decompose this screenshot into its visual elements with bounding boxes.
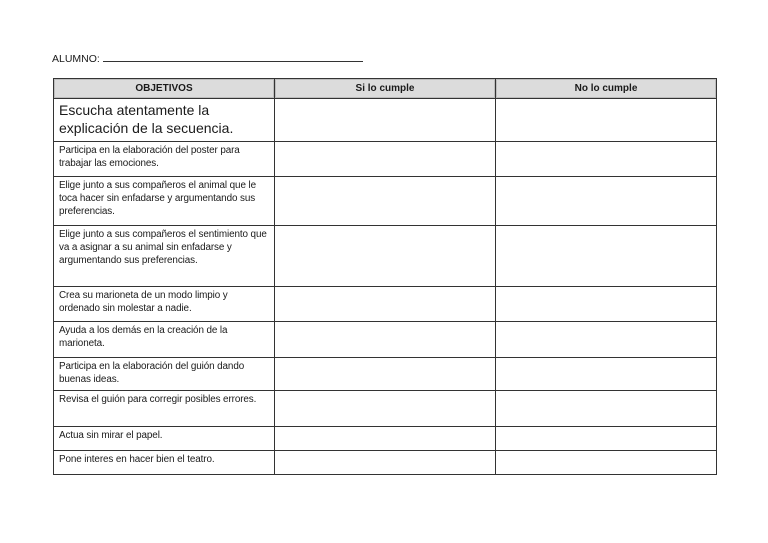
no-lo-cumple-cell[interactable]: [496, 358, 717, 391]
table-row: [54, 451, 717, 475]
table-row: [54, 391, 717, 427]
objective-cell: Elige junto a sus compañeros el animal que le toca hacer sin enfadarse y argumentando sus preferencias.: [54, 177, 275, 226]
no-lo-cumple-cell[interactable]: [496, 177, 717, 226]
student-name-line: [103, 53, 363, 62]
table-row: [54, 177, 717, 226]
si-lo-cumple-cell[interactable]: [275, 177, 496, 226]
table-row: [54, 358, 717, 391]
si-lo-cumple-cell[interactable]: [275, 451, 496, 475]
objective-cell: Participa en la elaboración del poster para trabajar las emociones.: [54, 142, 275, 177]
no-lo-cumple-cell[interactable]: [496, 226, 717, 287]
objective-cell: Escucha atentamente la explicación de la secuencia.: [54, 99, 275, 142]
header-no-lo-cumple: No lo cumple: [496, 79, 717, 99]
no-lo-cumple-cell[interactable]: [496, 391, 717, 427]
table-row: [54, 142, 717, 177]
no-lo-cumple-cell[interactable]: [496, 142, 717, 177]
objective-cell: Actua sin mirar el papel.: [54, 427, 275, 451]
student-name-field: [52, 53, 363, 65]
table-row: [54, 99, 717, 142]
table-row: [54, 322, 717, 358]
objective-cell: Revisa el guión para corregir posibles errores.: [54, 391, 275, 427]
table-row: [54, 287, 717, 322]
objective-cell: Elige junto a sus compañeros el sentimiento que va a asignar a su animal sin enfadarse y argumentando sus preferencias.: [54, 226, 275, 287]
table-row: [54, 226, 717, 287]
objective-cell: Participa en la elaboración del guión dando buenas ideas.: [54, 358, 275, 391]
si-lo-cumple-cell[interactable]: [275, 99, 496, 142]
no-lo-cumple-cell[interactable]: [496, 99, 717, 142]
objective-cell: Ayuda a los demás en la creación de la marioneta.: [54, 322, 275, 358]
si-lo-cumple-cell[interactable]: [275, 322, 496, 358]
si-lo-cumple-cell[interactable]: [275, 287, 496, 322]
table-header-row: [54, 79, 717, 99]
student-label: ALUMNO:: [52, 53, 100, 65]
table-row: [54, 427, 717, 451]
no-lo-cumple-cell[interactable]: [496, 287, 717, 322]
header-objetivos: OBJETIVOS: [54, 79, 275, 99]
si-lo-cumple-cell[interactable]: [275, 427, 496, 451]
no-lo-cumple-cell[interactable]: [496, 322, 717, 358]
evaluation-table: [53, 78, 717, 475]
objective-cell: Pone interes en hacer bien el teatro.: [54, 451, 275, 475]
si-lo-cumple-cell[interactable]: [275, 142, 496, 177]
si-lo-cumple-cell[interactable]: [275, 226, 496, 287]
no-lo-cumple-cell[interactable]: [496, 451, 717, 475]
no-lo-cumple-cell[interactable]: [496, 427, 717, 451]
si-lo-cumple-cell[interactable]: [275, 391, 496, 427]
header-si-lo-cumple: Si lo cumple: [275, 79, 496, 99]
si-lo-cumple-cell[interactable]: [275, 358, 496, 391]
objective-cell: Crea su marioneta de un modo limpio y ordenado sin molestar a nadie.: [54, 287, 275, 322]
